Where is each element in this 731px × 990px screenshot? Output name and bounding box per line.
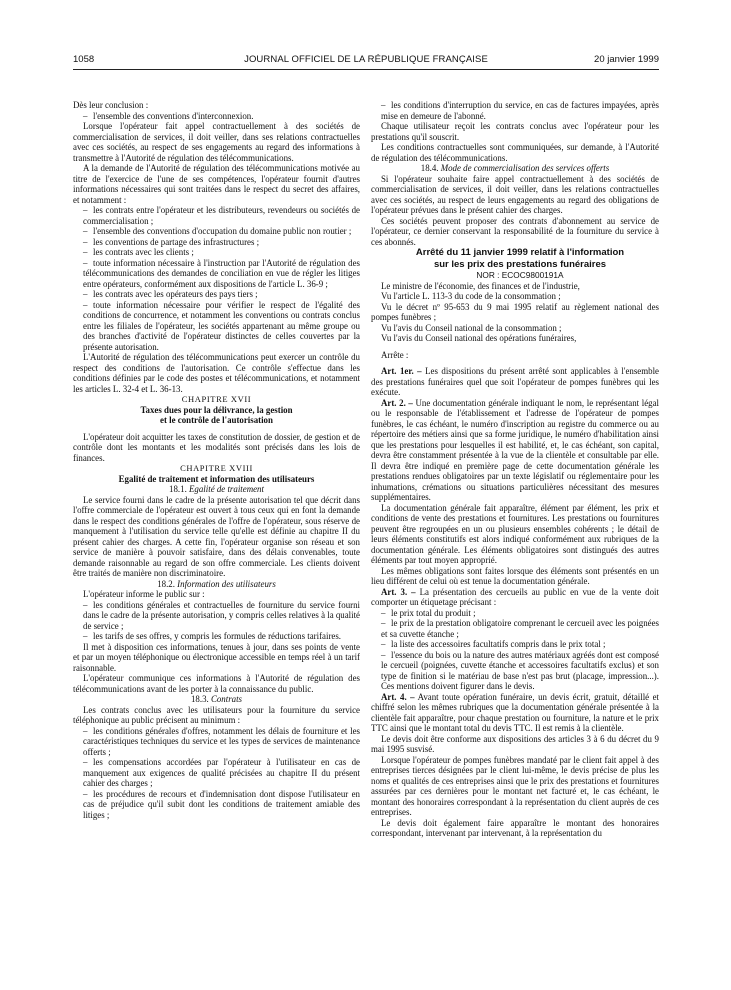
list-item: – les contrats entre l'opérateur et les distributeurs, revendeurs ou sociétés de commercialisation ; bbox=[73, 205, 360, 226]
list-item: – les conditions d'interruption du service, en cas de factures impayées, après mise en demeure de l'abonné. bbox=[371, 100, 659, 121]
article-text: Les dispositions du présent arrêté sont applicables à l'ensemble des prestations funéraires quel que soit l'opérateur de pompes funèbres qui les exécute. bbox=[371, 366, 659, 397]
header-rule bbox=[73, 69, 659, 70]
article-text: La présentation des cercueils au public en vue de la vente doit comporter un étiquetage précisant : bbox=[371, 586, 659, 607]
paragraph: Le ministre de l'économie, des finances et de l'industrie, bbox=[381, 280, 580, 291]
paragraph: Dès leur conclusion : bbox=[73, 100, 149, 110]
paragraph: Le devis doit également faire apparaître le montant des honoraires correspondant, intervenant par intervenant, à la représentation du bbox=[371, 817, 659, 838]
chapter-title: et le contrôle de l'autorisation bbox=[160, 415, 273, 425]
article-text: Avant toute opération funéraire, un devis écrit, gratuit, détaillé et chiffré selon les mêmes rubriques que la documentation générale présentée à la clientèle fait apparaître, pour chaque prestation ou fourniture, la nature et le prix TTC ainsi que le montant total du devis TTC. Il est remis à la clientèle. bbox=[371, 691, 659, 733]
right-column bbox=[371, 100, 659, 839]
page-number: 1058 bbox=[73, 54, 95, 65]
paragraph: Les contrats conclus avec les utilisateurs pour la fourniture du service téléphonique au public précisent au minimum : bbox=[73, 704, 360, 725]
article-label: Art. 3. – bbox=[381, 586, 416, 597]
section-heading bbox=[73, 579, 360, 590]
paragraph: L'opérateur communique ces informations à l'Autorité de régulation des télécommunications avant de les porter à la connaissance du public. bbox=[73, 673, 360, 694]
article-text: Une documentation générale indiquant le nom, le représentant légal ou le responsable de l'établissement et l'adresse de l'opérateur de pompes funèbres, le cas échéant, le numéro d'inscription au registre du commerce ou au répertoire des métiers ainsi que sa forme juridique, le numéro d'habilitation ainsi que les prestations pour lesquelles il est habilité, et, le cas échéant, son capital, devra être constamment présentée à la vue de la clientèle et consultable par elle. Il devra être indiqué en première page de cette documentation générale les prestations rendues obligatoires par un texte législatif ou réglementaire pour les inhumations, crémations ou situations particulières nécessitant des mesures supplémentaires. bbox=[371, 397, 660, 502]
list-item: – les conditions générales et contractuelles de fourniture du service fourni dans le cadre de la présente autorisation, y compris celles relatives à la qualité de service ; bbox=[73, 600, 360, 632]
chapter-heading: CHAPITRE XVIII bbox=[180, 463, 253, 473]
journal-title: JOURNAL OFFICIEL DE LA RÉPUBLIQUE FRANÇAISE bbox=[244, 54, 488, 65]
section-heading bbox=[73, 694, 360, 705]
paragraph: Si l'opérateur souhaite faire appel contractuellement à des sociétés de commercialisation de services, il doit veiller, dans les relations contractuelles avec ces sociétés, au respect de leurs engagements au regard des obligations de l'opérateur prévues dans le présent cahier des charges. bbox=[371, 173, 659, 215]
left-column bbox=[73, 100, 360, 820]
list-item: – les conventions de partage des infrastructures ; bbox=[73, 237, 360, 248]
chapter-heading: CHAPITRE XVII bbox=[181, 394, 252, 404]
paragraph: Vu l'avis du Conseil national des opérations funéraires, bbox=[381, 333, 577, 343]
section-heading bbox=[73, 484, 360, 495]
list-item: – les conditions générales d'offres, notamment les délais de fourniture et les caractéristiques techniques du service et les types de services de maintenance offerts ; bbox=[73, 726, 360, 758]
article-label: Art. 1er. – bbox=[381, 366, 422, 376]
paragraph: Il met à disposition ces informations, tenues à jour, dans ses points de vente et par un moyen téléphonique ou électronique accessible en temps réel à un tarif raisonnable. bbox=[73, 641, 360, 673]
paragraph: Les conditions contractuelles sont communiquées, sur demande, à l'Autorité de régulation des télécommunications. bbox=[371, 142, 659, 163]
paragraph: A la demande de l'Autorité de régulation des télécommunications motivée au titre de l'exercice de l'une de ses compétences, l'opérateur fournit d'autres informations nécessaires qui sont traitées dans le respect du secret des affaires, et notamment : bbox=[73, 163, 360, 205]
issue-date: 20 janvier 1999 bbox=[594, 54, 659, 65]
list-item: – l'essence du bois ou la nature des autres matériaux agréés dont est composé le cercueil (poignées, cuvette étanche et accessoires facultatifs exclus) et son type de finition si le matériau de base n'est pas brut (placage, impression...). Ces mentions doivent figurer dans le devis. bbox=[371, 650, 659, 692]
paragraph: Le devis doit être conforme aux dispositions des articles 3 à 6 du décret du 9 mai 1995 susvisé. bbox=[371, 733, 659, 754]
list-item: – les tarifs de ses offres, y compris les formules de réductions tarifaires. bbox=[73, 631, 360, 642]
list-item: – les contrats avec les opérateurs des pays tiers ; bbox=[73, 289, 360, 300]
paragraph: Les mêmes obligations sont faites lorsque des éléments sont présentés en un lieu différent de celui où est tenue la documentation générale. bbox=[371, 565, 659, 586]
article-paragraph bbox=[371, 398, 659, 503]
chapter-title: Egalité de traitement et information des utilisateurs bbox=[118, 473, 315, 484]
section-number: 18.4. bbox=[420, 163, 439, 173]
paragraph: La documentation générale fait apparaître, élément par élément, les prix et conditions de vente des prestations et fournitures. Les prestations ou fournitures peuvent être regroupées en un ou plusieurs ensembles cohérents ; le détail de leurs éléments constitutifs est alors indiqué conformément aux rubriques de la documentation générale. Les éléments obligatoires sont distingués des autres éléments par tout moyen approprié. bbox=[371, 502, 659, 565]
paragraph: Vu le décret nº 95-653 du 9 mai 1995 relatif au règlement national des pompes funèbres ; bbox=[371, 301, 659, 322]
list-item: – la liste des accessoires facultatifs compris dans le prix total ; bbox=[371, 639, 659, 650]
list-item: – l'ensemble des conventions d'interconnexion. bbox=[73, 111, 360, 122]
section-number: 18.1. bbox=[169, 484, 187, 494]
list-item: – toute information nécessaire à l'instruction par l'Autorité de régulation des télécommunications des demandes de conciliation en vue de régler les litiges entre opérateurs, conformément aux dispositions de l'article L. 36-9 ; bbox=[73, 258, 360, 290]
decree-title: Arrêté du 11 janvier 1999 relatif à l'information bbox=[415, 247, 625, 258]
paragraph: Chaque utilisateur reçoit les contrats conclus avec l'opérateur pour les prestations qu'il souscrit. bbox=[371, 121, 659, 142]
list-item: – le prix total du produit ; bbox=[371, 608, 659, 619]
article-label: Art. 2. – bbox=[381, 397, 413, 408]
section-title: Information des utilisateurs bbox=[177, 578, 276, 589]
paragraph: Arrête : bbox=[381, 349, 409, 360]
section-title: Egalité de traitement bbox=[189, 484, 264, 494]
paragraph: Le service fourni dans le cadre de la présente autorisation tel que décrit dans l'offre commerciale de l'opérateur est ouvert à tous ceux qui en font la demande dans le respect des conditions générales de l'offre de l'opérateur, sous réserve de manquement à l'utilisation du service telle qu'elle est définie au chapitre II du présent cahier des charges. A cette fin, l'opérateur organise son réseau et son service de manière à pouvoir satisfaire, dans des délais convenables, toute demande raisonnable au regard de son offre commerciale. Les clients doivent être traités de manière non discriminatoire. bbox=[73, 494, 360, 578]
list-item: – l'ensemble des conventions d'occupation du domaine public non routier ; bbox=[73, 226, 360, 237]
paragraph: L'Autorité de régulation des télécommunications peut exercer un contrôle du respect des conditions de l'autorisation. Ce contrôle s'effectue dans les conditions définies par le code des postes et télécommunications, et notamment les articles L. 32-4 et L. 36-13. bbox=[73, 352, 360, 394]
section-title: Mode de commercialisation des services offerts bbox=[440, 163, 610, 173]
section-number: 18.3. bbox=[190, 694, 209, 704]
list-item: – le prix de la prestation obligatoire comprenant le cercueil avec les poignées et sa cuvette étanche ; bbox=[371, 618, 659, 639]
paragraph: Lorsque l'opérateur fait appel contractuellement à des sociétés de commercialisation de services, il doit veiller, dans ses relations contractuelles avec ces sociétés, au respect de ses engagements au regard des informations à transmettre à l'Autorité de régulation des télécommunications. bbox=[73, 121, 360, 163]
paragraph: Ces sociétés peuvent proposer des contrats d'abonnement au service de l'opérateur, ce dernier conservant la responsabilité de la fourniture du service à ces abonnés. bbox=[371, 215, 659, 247]
list-item: – les procédures de recours et d'indemnisation dont dispose l'utilisateur en cas de préjudice qu'il subit dont les conditions de traitement amiable des litiges ; bbox=[73, 789, 360, 821]
paragraph: Lorsque l'opérateur de pompes funèbres mandaté par le client fait appel à des entreprises tierces désignées par le client lui-même, le devis précise de plus les noms et qualités de ces entreprises ainsi que le prix des prestations et fournitures assurées par ces dernières pour le montant net facturé et, le cas échéant, le montant des honoraires correspondant à la représentation du client auprès de ces entreprises. bbox=[371, 754, 659, 817]
list-item: – les contrats avec les clients ; bbox=[73, 247, 360, 258]
list-item: – toute information nécessaire pour vérifier le respect de l'égalité des conditions de concurrence, et notamment les conventions ou contrats conclus entre les filiales de l'opérateur, les sociétés appartenant au même groupe ou des branches d'activité de l'opérateur distinctes de celles couvertes par la présente autorisation. bbox=[73, 300, 360, 353]
decree-title: sur les prix des prestations funéraires bbox=[433, 258, 607, 270]
paragraph: L'opérateur informe le public sur : bbox=[83, 589, 205, 599]
page-header bbox=[73, 54, 659, 68]
nor-reference: NOR : ECOC9800191A bbox=[476, 270, 564, 280]
article-paragraph bbox=[371, 692, 659, 734]
list-item: – les compensations accordées par l'opérateur à l'utilisateur en cas de manquement aux exigences de qualité précisées au chapitre II du présent cahier des charges ; bbox=[73, 757, 360, 789]
section-number: 18.2. bbox=[157, 578, 175, 589]
section-title: Contrats bbox=[210, 694, 243, 704]
article-paragraph bbox=[371, 587, 659, 608]
paragraph: L'opérateur doit acquitter les taxes de constitution de dossier, de gestion et de contrôle dont les montants et les modalités sont précisés dans les lois de finances. bbox=[73, 431, 360, 463]
article-label: Art. 4. – bbox=[381, 691, 415, 702]
section-heading bbox=[371, 163, 659, 174]
paragraph: Vu l'article L. 113-3 du code de la consommation ; bbox=[381, 291, 561, 301]
chapter-title: Taxes dues pour la délivrance, la gestion bbox=[140, 404, 293, 415]
article-paragraph bbox=[371, 366, 659, 398]
paragraph: Vu l'avis du Conseil national de la consommation ; bbox=[381, 322, 562, 333]
